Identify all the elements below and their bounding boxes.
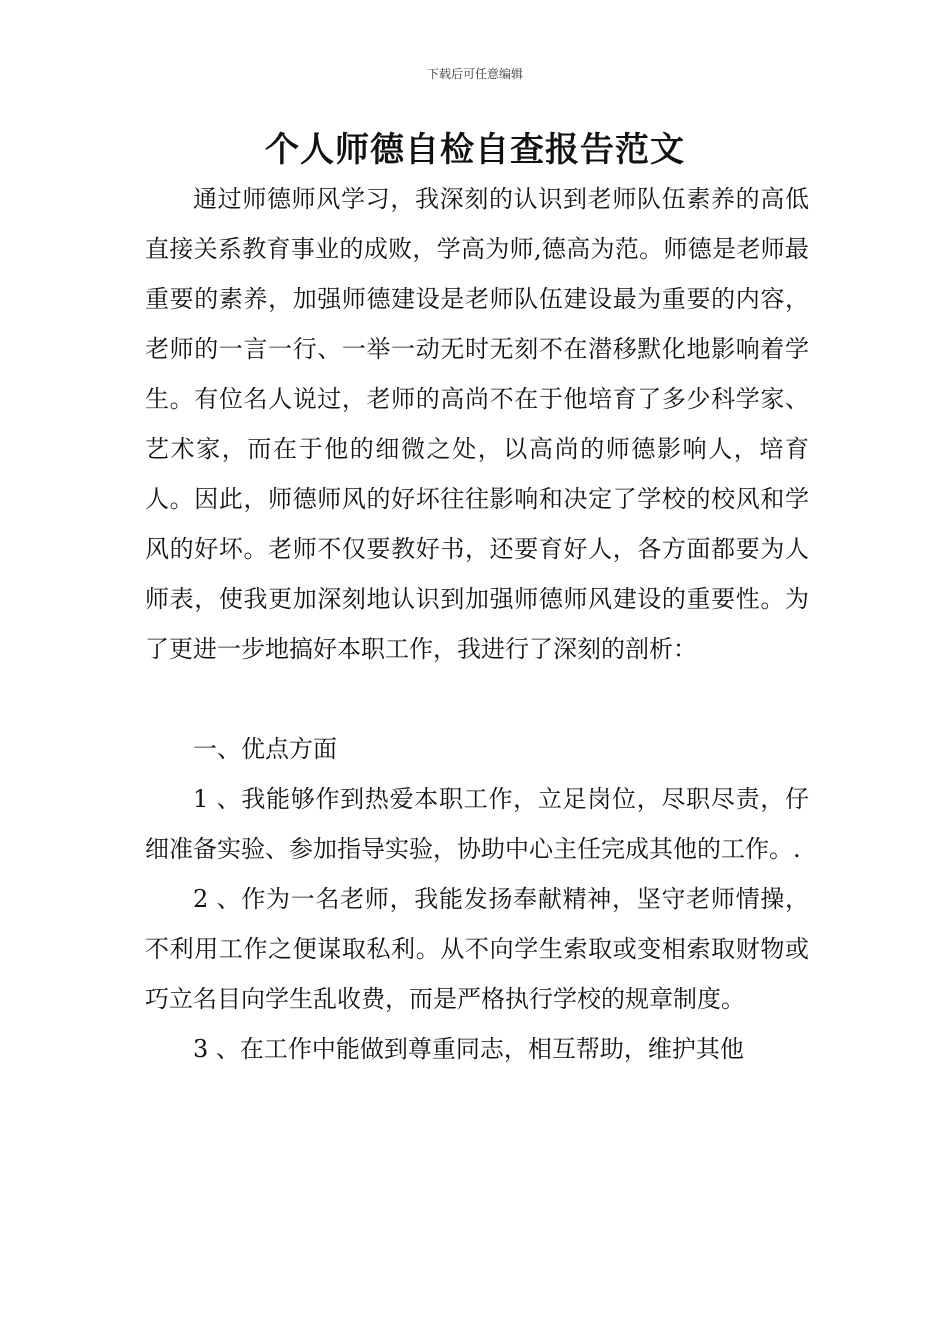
section-heading: 一、优点方面: [193, 735, 337, 763]
intro-paragraph: 通过师德师风学习，我深刻的认识到老师队伍素养的高低直接关系教育事业的成败，学高为师,德高为范。师德是老师最重要的素养，加强师德建设是老师队伍建设最为重要的内容，老师的一言一行、一举一动无时无刻不在潜移默化地影响着学生。有位名人说过，老师的高尚不在于他培育了多少科学家、艺术家，而在于他的细微之处，以高尚的师德影响人，培育人。因此，师德师风的好坏往往影响和决定了学校的校风和学风的好坏。老师不仅要教好书，还要育好人，各方面都要为人师表，使我更加深刻地认识到加强师德师风建设的重要性。为了更进一步地搞好本职工作，我进行了深刻的剖析：: [145, 185, 809, 663]
document-title: 个人师德自检自查报告范文: [265, 130, 685, 170]
document-body: [145, 174, 809, 1074]
list-item: 3 、在工作中能做到尊重同志，相互帮助，维护其他: [193, 1035, 744, 1063]
list-item: 1 、我能够作到热爱本职工作，立足岗位，尽职尽责，仔细准备实验、参加指导实验，协助中心主任完成其他的工作。.: [145, 785, 809, 863]
list-item: 2 、作为一名老师，我能发扬奉献精神，坚守老师情操，不利用工作之便谋取私利。从不向学生索取或变相索取财物或巧立名目向学生乱收费，而是严格执行学校的规章制度。: [145, 885, 809, 1013]
header-note: 下载后可任意编辑: [426, 67, 523, 81]
